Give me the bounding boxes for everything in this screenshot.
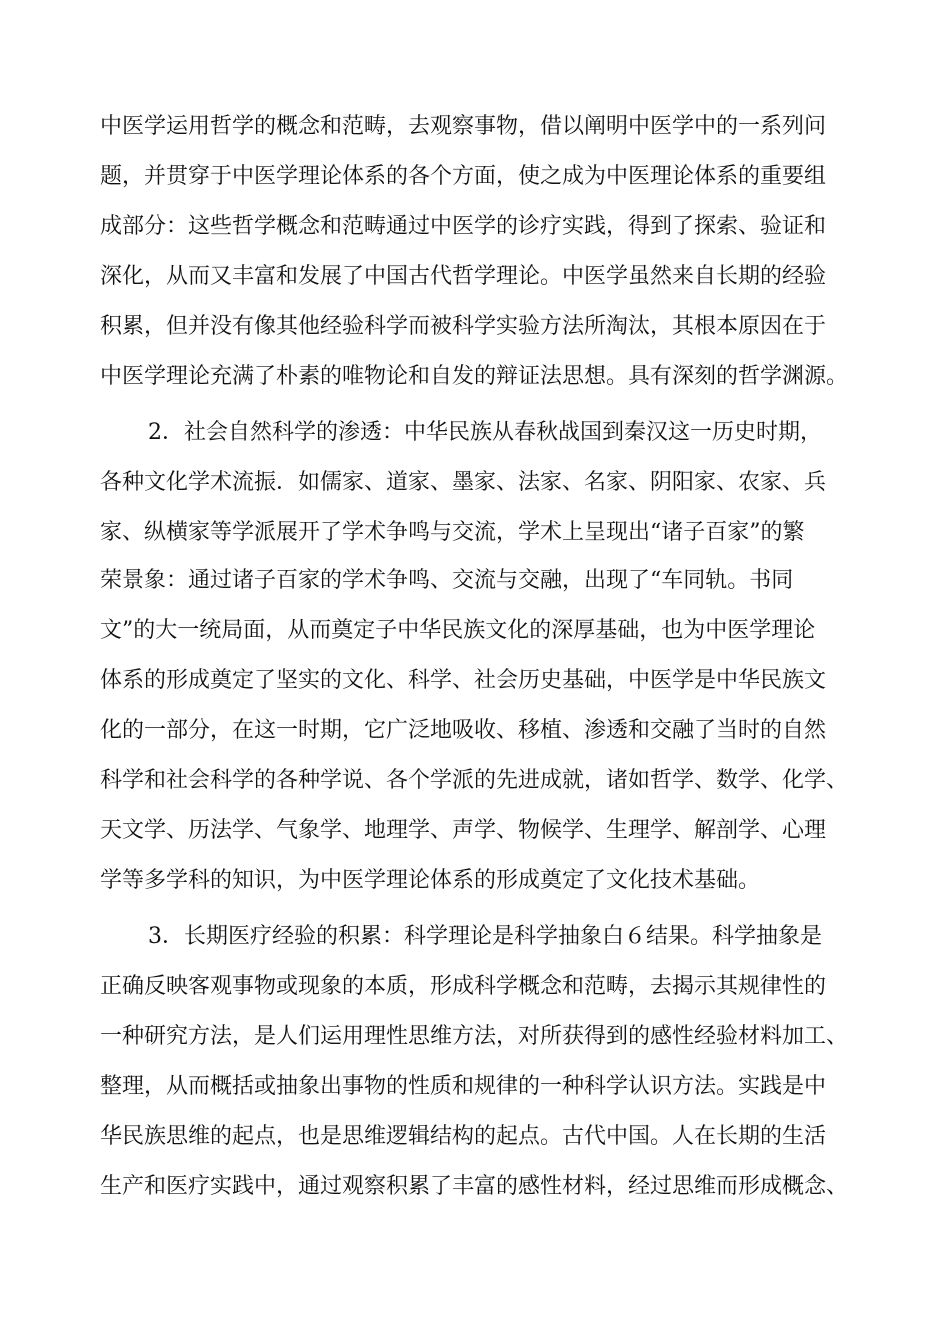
paragraph-2-line-4: 荣景象：通过诸子百家的学术争鸣、交流与交融，出现了“车同轨。书同 — [100, 568, 794, 593]
paragraph-3-line-1: 3．长期医疗经验的积累：科学理论是科学抽象白６结果。科学抽象是 — [148, 924, 822, 949]
paragraph-2-line-5: 文”的大一统局面，从而奠定子中华民族文化的深厚基础，也为中医学理论 — [100, 618, 816, 643]
paragraph-1-line-2: 题，并贯穿于中医学理论体系的各个方面，使之成为中医理论体系的重要组 — [100, 164, 827, 189]
paragraph-2-line-10: 学等多学科的知识，为中医学理论体系的形成奠定了文化技术基础。 — [100, 868, 761, 893]
paragraph-1-line-4: 深化，从而又丰富和发展了中国古代哲学理论。中医学虽然来自长期的经验 — [100, 264, 827, 289]
paragraph-3-line-2: 正确反映客观事物或现象的本质，形成科学概念和范畴，去揭示其规律性的 — [100, 974, 827, 999]
paragraph-2-line-9: 天文学、历法学、气象学、地理学、声学、物候学、生理学、解剖学、心理 — [100, 818, 827, 843]
paragraph-1-line-3: 成部分：这些哲学概念和范畴通过中医学的诊疗实践，得到了探索、验证和 — [100, 214, 827, 239]
paragraph-1-line-1: 中医学运用哲学的概念和范畴，去观察事物，借以阐明中医学中的一系列问 — [100, 114, 827, 139]
paragraph-2-line-8: 科学和社会科学的各种学说、各个学派的先进成就，诸如哲学、数学、化学、 — [100, 768, 849, 793]
paragraph-3-line-4: 整理，从而概括或抽象出事物的性质和规律的一种科学认识方法。实践是中 — [100, 1074, 827, 1099]
paragraph-1-line-5: 积累，但并没有像其他经验科学而被科学实验方法所淘汰，其根本原因在于 — [100, 314, 827, 339]
paragraph-2-line-2: 各种文化学术流振．如儒家、道家、墨家、法家、名家、阴阳家、农家、兵 — [100, 470, 827, 495]
paragraph-2-line-6: 体系的形成奠定了坚实的文化、科学、社会历史基础，中医学是中华民族文 — [100, 668, 827, 693]
paragraph-2-line-7: 化的一部分，在这一时期，它广泛地吸收、移植、渗透和交融了当时的自然 — [100, 718, 827, 743]
paragraph-3-line-5: 华民族思维的起点，也是思维逻辑结构的起点。古代中国。人在长期的生活 — [100, 1124, 827, 1149]
paragraph-1-line-6: 中医学理论充满了朴素的唯物论和自发的辩证法思想。具有深刻的哲学渊源。 — [100, 364, 849, 389]
paragraph-2-line-1: 2．社会自然科学的渗透：中华民族从春秋战国到秦汉这一历史时期， — [148, 420, 822, 445]
paragraph-3-line-3: 一种研究方法，是人们运用理性思维方法，对所获得到的感性经验材料加工、 — [100, 1024, 849, 1049]
paragraph-3-line-6: 生产和医疗实践中，通过观察积累了丰富的感性材料，经过思维而形成概念、 — [100, 1174, 849, 1199]
paragraph-2-line-3: 家、纵横家等学派展开了学术争鸣与交流，学术上呈现出“诸子百家”的繁 — [100, 520, 805, 545]
